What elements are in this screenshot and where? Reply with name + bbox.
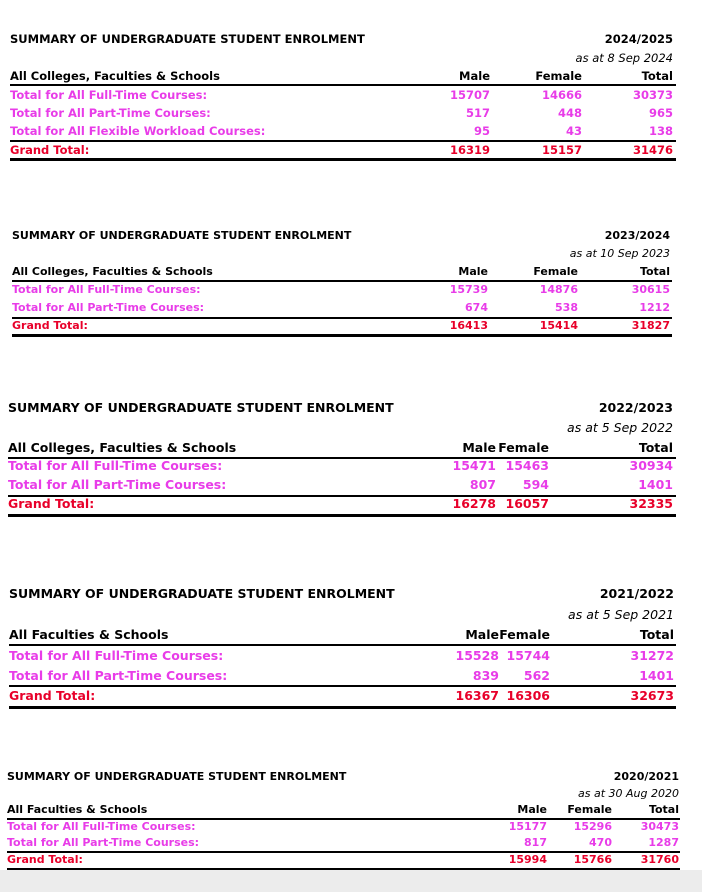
report-year: 2020/2021 (613, 770, 679, 783)
total-value: 30615 (631, 283, 670, 296)
header-label: All Colleges, Faculties & Schools (10, 69, 220, 83)
total-value: 1401 (639, 668, 674, 683)
male-value: 839 (472, 668, 499, 683)
row-label: Total for All Part-Time Courses: (8, 477, 227, 492)
female-value: 470 (589, 836, 612, 849)
table-row (12, 283, 672, 301)
report-year: 2023/2024 (604, 229, 670, 242)
total-header: Total (639, 627, 674, 642)
row-label: Total for All Full-Time Courses: (7, 820, 196, 833)
female-header: Female (567, 803, 612, 816)
total-header: Total (638, 440, 673, 455)
report-title: SUMMARY OF UNDERGRADUATE STUDENT ENROLMENT (8, 400, 394, 415)
subtotal-rule (9, 685, 676, 687)
male-value: 15528 (455, 648, 499, 663)
total-header: Total (641, 69, 673, 83)
table-row (8, 477, 676, 495)
female-value: 14666 (541, 88, 582, 102)
total-value: 32335 (629, 496, 673, 511)
male-value: 95 (473, 124, 490, 138)
male-value: 15739 (449, 283, 488, 296)
total-header: Total (648, 803, 679, 816)
female-value: 594 (522, 477, 549, 492)
total-value: 32673 (630, 688, 674, 703)
header-rule (9, 644, 676, 646)
female-value: 15296 (573, 820, 612, 833)
female-value: 15157 (541, 143, 582, 157)
grand-total-row (9, 688, 676, 706)
table-row (9, 668, 676, 686)
total-value: 30373 (632, 88, 673, 102)
header-label: All Colleges, Faculties & Schools (8, 440, 237, 455)
male-value: 15994 (508, 853, 547, 866)
female-value: 15463 (505, 458, 549, 473)
header-rule (10, 84, 676, 86)
male-header: Male (458, 265, 488, 278)
row-label: Grand Total: (7, 853, 83, 866)
female-value: 15766 (573, 853, 612, 866)
male-header: Male (462, 440, 496, 455)
total-value: 30473 (640, 820, 679, 833)
total-value: 31760 (640, 853, 679, 866)
row-label: Grand Total: (8, 496, 95, 511)
report-2021-2022 (9, 586, 676, 710)
male-value: 15707 (449, 88, 490, 102)
table-row (8, 458, 676, 476)
header-row (9, 627, 676, 645)
female-value: 538 (555, 301, 578, 314)
grand-total-row (8, 496, 676, 514)
report-title: SUMMARY OF UNDERGRADUATE STUDENT ENROLMENT (9, 586, 395, 601)
row-label: Total for All Full-Time Courses: (10, 88, 208, 102)
header-label: All Faculties & Schools (9, 627, 169, 642)
female-header: Female (533, 265, 578, 278)
row-label: Grand Total: (12, 319, 88, 332)
total-value: 138 (648, 124, 673, 138)
row-label: Total for All Flexible Workload Courses: (10, 124, 266, 138)
footer-band (0, 870, 702, 892)
male-value: 15471 (452, 458, 496, 473)
grand-total-rule (8, 514, 676, 517)
row-label: Total for All Full-Time Courses: (9, 648, 224, 663)
male-value: 15177 (508, 820, 547, 833)
total-value: 1212 (639, 301, 670, 314)
female-value: 43 (565, 124, 582, 138)
female-header: Female (498, 440, 549, 455)
report-2023-2024 (12, 229, 672, 339)
as-at-date: as at 5 Sep 2022 (567, 420, 673, 435)
report-2020-2021 (7, 770, 680, 870)
male-value: 674 (465, 301, 488, 314)
report-2022-2023 (8, 400, 676, 518)
as-at-date: as at 5 Sep 2021 (568, 607, 674, 622)
grand-total-rule (7, 868, 680, 870)
male-header: Male (465, 627, 499, 642)
report-title: SUMMARY OF UNDERGRADUATE STUDENT ENROLMENT (10, 32, 365, 46)
grand-total-rule (12, 334, 672, 337)
report-year: 2022/2023 (598, 400, 673, 415)
header-row (8, 440, 676, 458)
male-value: 16367 (455, 688, 499, 703)
total-value: 31476 (632, 143, 673, 157)
report-year: 2021/2022 (599, 586, 674, 601)
female-value: 15414 (539, 319, 578, 332)
grand-total-rule (9, 706, 676, 709)
total-value: 1287 (648, 836, 679, 849)
subtotal-rule (10, 140, 676, 142)
total-value: 965 (648, 106, 673, 120)
row-label: Total for All Part-Time Courses: (12, 301, 205, 314)
female-header: Female (499, 627, 550, 642)
male-value: 16278 (452, 496, 496, 511)
header-label: All Faculties & Schools (7, 803, 148, 816)
male-value: 817 (524, 836, 547, 849)
report-2024-2025 (10, 32, 676, 162)
male-header: Male (459, 69, 490, 83)
row-label: Grand Total: (9, 688, 96, 703)
female-value: 16057 (505, 496, 549, 511)
male-value: 517 (465, 106, 490, 120)
report-year: 2024/2025 (604, 32, 673, 46)
row-label: Total for All Full-Time Courses: (12, 283, 201, 296)
as-at-date: as at 30 Aug 2020 (578, 787, 679, 800)
grand-total-rule (10, 158, 676, 161)
table-row (10, 88, 676, 106)
male-value: 16319 (449, 143, 490, 157)
total-header: Total (639, 265, 670, 278)
female-value: 14876 (539, 283, 578, 296)
female-value: 15744 (506, 648, 550, 663)
as-at-date: as at 8 Sep 2024 (575, 51, 673, 65)
female-value: 16306 (506, 688, 550, 703)
row-label: Total for All Part-Time Courses: (7, 836, 200, 849)
total-value: 31272 (630, 648, 674, 663)
header-label: All Colleges, Faculties & Schools (12, 265, 213, 278)
male-value: 16413 (449, 319, 488, 332)
total-value: 31827 (631, 319, 670, 332)
as-at-date: as at 10 Sep 2023 (569, 247, 670, 260)
female-value: 562 (523, 668, 550, 683)
total-value: 1401 (638, 477, 673, 492)
report-title: SUMMARY OF UNDERGRADUATE STUDENT ENROLMENT (12, 229, 352, 242)
row-label: Grand Total: (10, 143, 90, 157)
total-value: 30934 (629, 458, 673, 473)
row-label: Total for All Full-Time Courses: (8, 458, 223, 473)
table-row (9, 648, 676, 666)
male-value: 807 (469, 477, 496, 492)
header-rule (12, 280, 672, 282)
report-title: SUMMARY OF UNDERGRADUATE STUDENT ENROLMENT (7, 770, 347, 783)
female-value: 448 (557, 106, 582, 120)
male-header: Male (517, 803, 547, 816)
row-label: Total for All Part-Time Courses: (10, 106, 211, 120)
female-header: Female (535, 69, 582, 83)
row-label: Total for All Part-Time Courses: (9, 668, 228, 683)
table-row (10, 106, 676, 124)
